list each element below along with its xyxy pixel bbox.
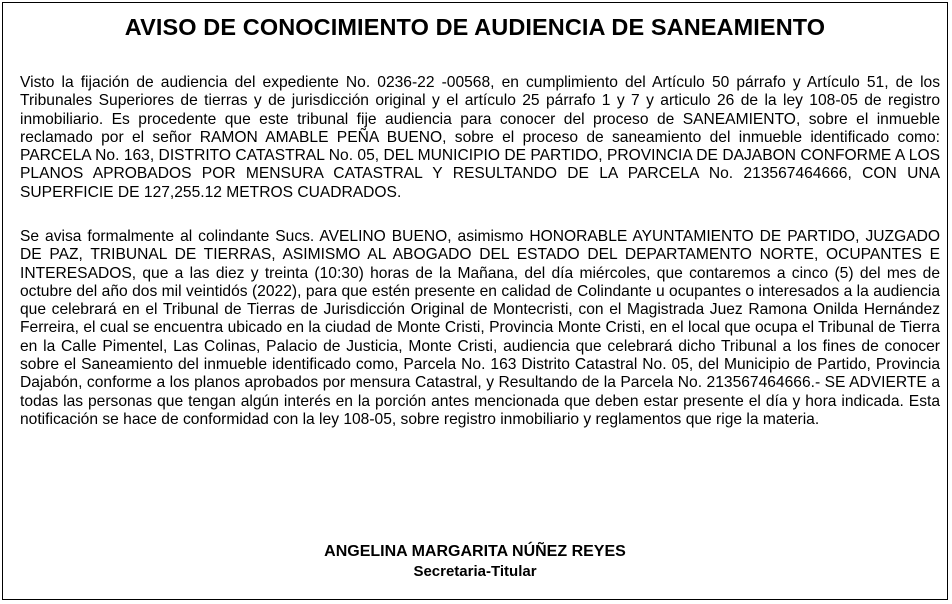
legal-notice [2, 2, 948, 600]
signatory-name: ANGELINA MARGARITA NÚÑEZ REYES [324, 543, 626, 560]
notice-title: AVISO DE CONOCIMIENTO DE AUDIENCIA DE SANEAMIENTO [124, 14, 826, 40]
notice-paragraph-1: Visto la fijación de audiencia del expediente No. 0236-22 -00568, en cumplimiento del Artículo 50 párrafo y Artículo 51, de los Tribunales Superiores de tierras y de jurisdicción original y el artículo 25 párrafo 1 y 7 y articulo 26 de la ley 108-05 de registro inmobiliario. Es procedente que este tribunal fije audiencia para conocer del proceso de SANEAMIENTO, sobre el inmueble reclamado por el señor RAMON AMABLE PEÑA BUENO, sobre el proceso de saneamiento del inmueble identificado como: PARCELA No. 163, DISTRITO CATASTRAL No. 05, DEL MUNICIPIO DE PARTIDO, PROVINCIA DE DAJABON CONFORME A LOS PLANOS APROBADOS POR MENSURA CATASTRAL Y RESULTANDO DE LA PARCELA No. 213567464666, CON UNA SUPERFICIE DE 127,255.12 METROS CUADRADOS. [20, 74, 940, 201]
signatory-title: Secretaria-Titular [413, 563, 537, 580]
notice-paragraph-2: Se avisa formalmente al colindante Sucs. AVELINO BUENO, asimismo HONORABLE AYUNTAMIENTO DE PARTIDO, JUZGADO DE PAZ, TRIBUNAL DE TIERRAS, ASIMISMO AL ABOGADO DEL ESTADO DEL DEPARTAMENTO NORTE, OCUPANTES E INTERESADOS, que a las diez y treinta (10:30) horas de la Mañana, del día miércoles, que contaremos a cinco (5) del mes de octubre del año dos mil veintidós (2022), para que estén presente en calidad de Colindante u ocupantes o interesados a la audiencia que celebrará en el Tribunal de Tierras de Jurisdicción Original de Montecristi, con el Magistrada Juez Ramona Onilda Hernández Ferreira, el cual se encuentra ubicado en la ciudad de Monte Cristi, Provincia Monte Cristi, en el local que ocupa el Tribunal de Tierra en la Calle Pimentel, Las Colinas, Palacio de Justicia, Monte Cristi, audiencia que celebrará dicho Tribunal a los fines de conocer sobre el Saneamiento del inmueble identificado como, Parcela No. 163 Distrito Catastral No. 05, del Municipio de Partido, Provincia Dajabón, conforme a los planos aprobados por mensura Catastral, y Resultando de la Parcela No. 213567464666.- SE ADVIERTE a todas las personas que tengan algún interés en la porción antes mencionada que deben estar presente el día y hora indicada. Esta notificación se hace de conformidad con la ley 108-05, sobre registro inmobiliario y reglamentos que rige la materia. [20, 228, 940, 428]
